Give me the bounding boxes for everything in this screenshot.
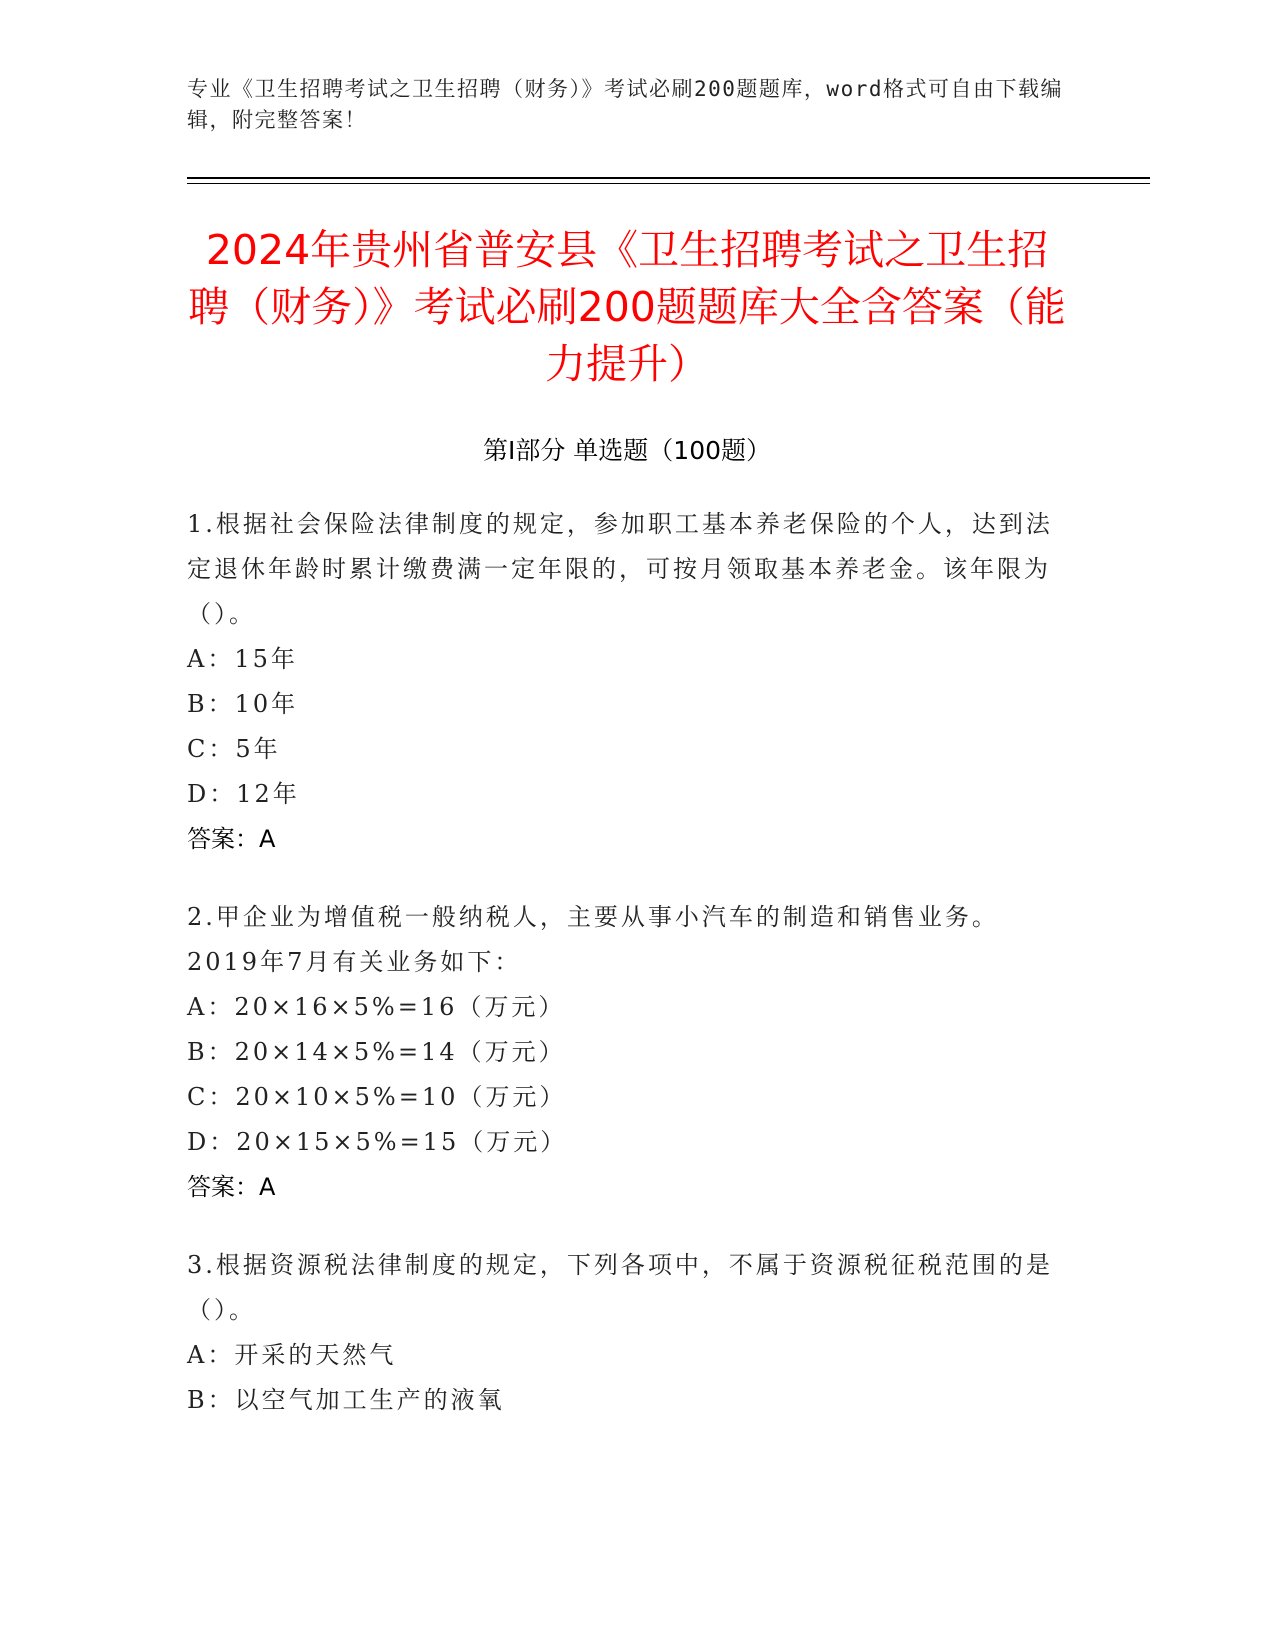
question-3	[187, 1243, 1067, 1423]
option-a: A：20×16×5%=16（万元）	[187, 993, 566, 1021]
option-b: B：10年	[187, 690, 299, 718]
option-d: D：12年	[187, 780, 300, 808]
answer: 答案：A	[187, 1173, 276, 1201]
option-a: A：开采的天然气	[187, 1341, 397, 1369]
option-c: C：20×10×5%=10（万元）	[187, 1083, 567, 1111]
option-c: C：5年	[187, 735, 281, 763]
question-stem: 2.甲企业为增值税一般纳税人，主要从事小汽车的制造和销售业务。2019年7月有关业务如下：	[187, 903, 999, 976]
option-b: B：20×14×5%=14（万元）	[187, 1038, 566, 1066]
header-divider-thick	[187, 177, 1150, 179]
answer: 答案：A	[187, 825, 276, 853]
question-2	[187, 895, 1067, 1210]
question-stem: 3.根据资源税法律制度的规定，下列各项中，不属于资源税征税范围的是（）。	[187, 1251, 1053, 1324]
question-stem: 1.根据社会保险法律制度的规定，参加职工基本养老保险的个人，达到法定退休年龄时累计缴费满一定年限的，可按月领取基本养老金。该年限为（）。	[187, 510, 1053, 628]
header-divider-thin	[187, 183, 1150, 184]
header-note: 专业《卫生招聘考试之卫生招聘（财务）》考试必刷200题题库，word格式可自由下载编辑，附完整答案！	[187, 77, 1063, 132]
option-d: D：20×15×5%=15（万元）	[187, 1128, 568, 1156]
option-a: A：15年	[187, 645, 298, 673]
section-heading: 第I部分 单选题（100题）	[482, 436, 772, 465]
document-title: 2024年贵州省普安县《卫生招聘考试之卫生招聘（财务）》考试必刷200题题库大全含答案（能力提升）	[188, 226, 1066, 388]
question-1	[187, 502, 1067, 862]
option-b: B：以空气加工生产的液氧	[187, 1386, 505, 1414]
